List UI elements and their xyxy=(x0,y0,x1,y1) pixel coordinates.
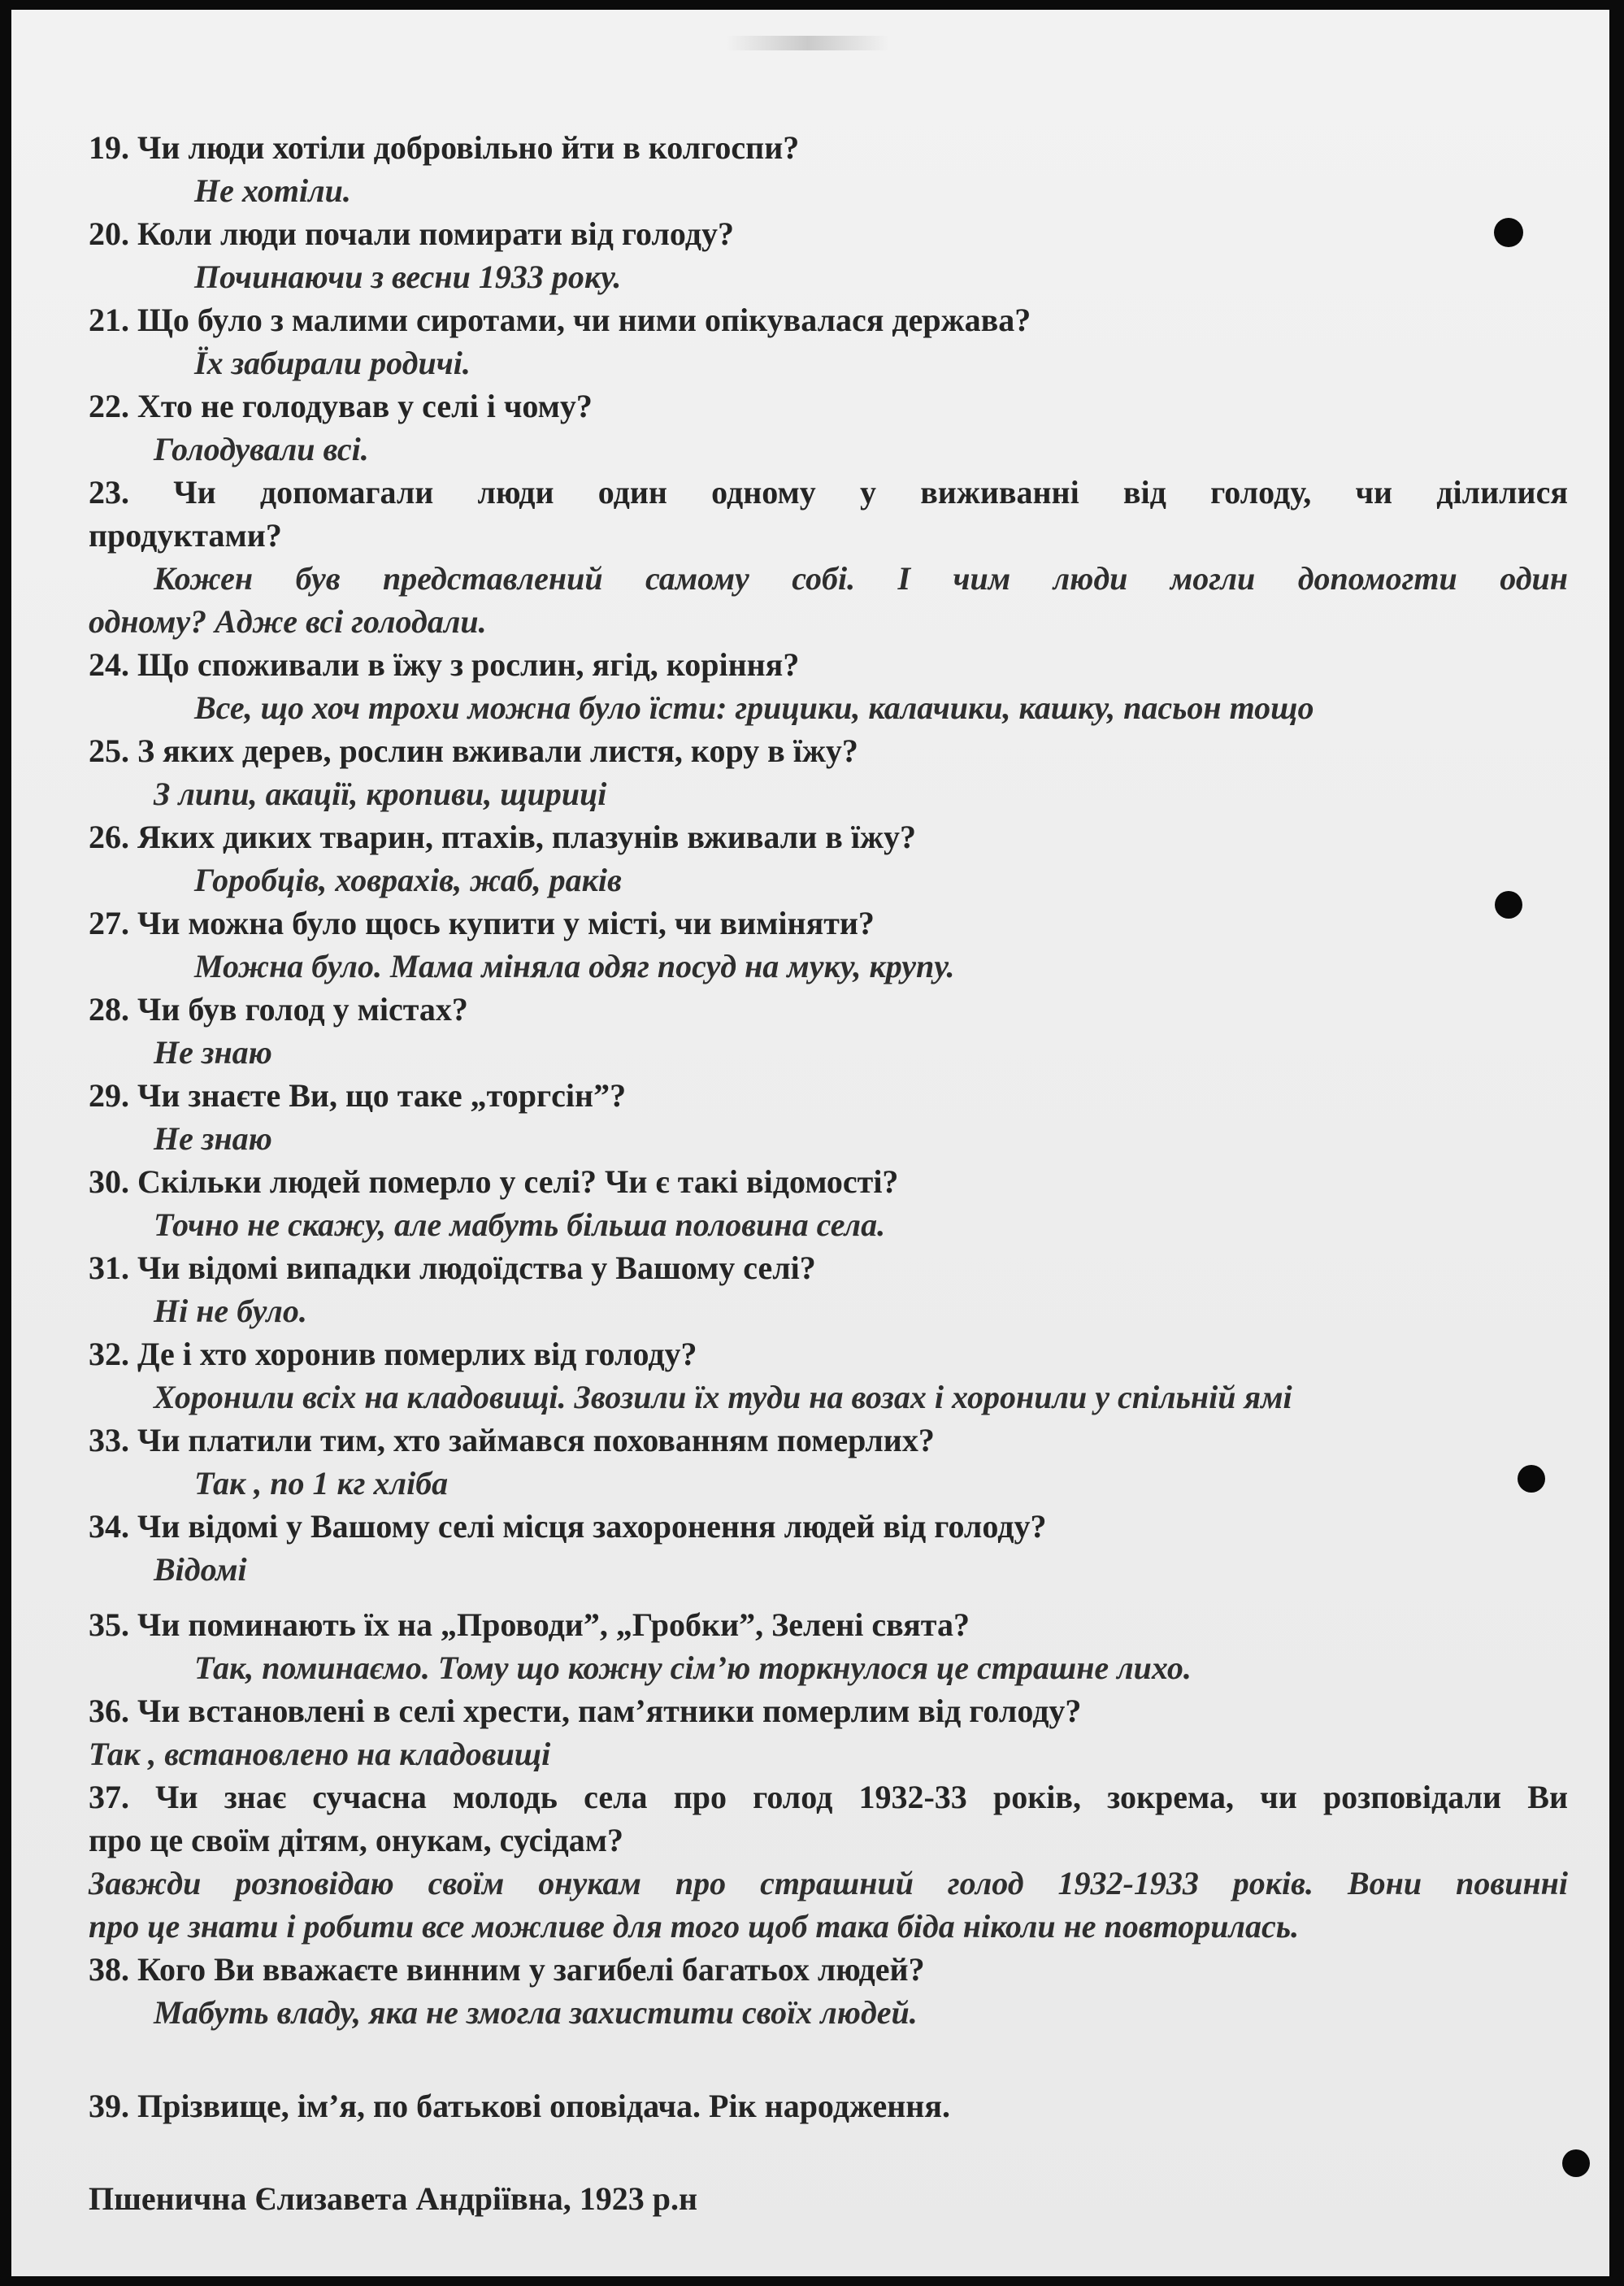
answer-28: Не знаю xyxy=(154,1034,272,1071)
question-26: 26. Яких диких тварин, птахів, плазунів вживали в їжу? xyxy=(89,819,916,855)
question-29: 29. Чи знаєте Ви, що таке „торгсін”? xyxy=(89,1077,627,1114)
question-20: 20. Коли люди почали помирати від голоду? xyxy=(89,215,734,252)
question-37-line-2: про це своїм дітям, онукам, сусідам? xyxy=(89,1822,623,1858)
question-30: 30. Скільки людей померло у селі? Чи є такі відомості? xyxy=(89,1163,899,1200)
answer-26: Горобців, ховрахів, жаб, раків xyxy=(194,862,622,898)
question-24: 24. Що споживали в їжу з рослин, ягід, коріння? xyxy=(89,646,800,683)
answer-38: Мабуть владу, яка не змогла захистити своїх людей. xyxy=(154,1994,918,2031)
answer-30: Точно не скажу, але мабуть більша половина села. xyxy=(154,1206,886,1243)
answer-19: Не хотіли. xyxy=(194,172,351,209)
punch-hole xyxy=(1562,2149,1590,2177)
question-34: 34. Чи відомі у Вашому селі місця захоронення людей від голоду? xyxy=(89,1508,1047,1545)
answer-23-line-2: одному? Адже всі голодали. xyxy=(89,603,487,640)
answer-29: Не знаю xyxy=(154,1120,272,1157)
answer-32: Хоронили всіх на кладовищі. Звозили їх туди на возах і хоронили у спільній ямі xyxy=(154,1379,1292,1415)
question-35: 35. Чи поминають їх на „Проводи”, „Гробки”, Зелені свята? xyxy=(89,1606,970,1643)
answer-35: Так, поминаємо. Тому що кожну сім’ю торкнулося це страшне лихо. xyxy=(194,1649,1192,1686)
question-28: 28. Чи був голод у містах? xyxy=(89,991,468,1028)
question-33: 33. Чи платили тим, хто займався похованням померлих? xyxy=(89,1422,935,1458)
answer-27: Можна було. Мама міняла одяг посуд на муку, крупу. xyxy=(194,948,955,984)
question-25: 25. З яких дерев, рослин вживали листя, кору в їжу? xyxy=(89,732,858,769)
narrator-info: Пшенична Єлизавета Андріївна, 1923 р.н xyxy=(89,2180,698,2217)
question-36: 36. Чи встановлені в селі хрести, пам’ятники померлим від голоду? xyxy=(89,1693,1082,1729)
answer-22: Голодували всі. xyxy=(154,431,369,467)
answer-36: Так , встановлено на кладовищі xyxy=(89,1736,551,1772)
answer-31: Ні не було. xyxy=(154,1293,307,1329)
question-23-line-1: 23. Чи допомагали люди один одному у виживанні від голоду, чи ділилися xyxy=(89,474,1568,511)
answer-37-line-1: Завжди розповідаю своїм онукам про страшний голод 1932-1933 років. Вони повинні xyxy=(89,1865,1568,1901)
document-page xyxy=(11,10,1609,2276)
answer-25: З липи, акації, кропиви, щириці xyxy=(154,776,607,812)
question-37-line-1: 37. Чи знає сучасна молодь села про голод 1932-33 років, зокрема, чи розповідали Ви xyxy=(89,1779,1568,1815)
question-21: 21. Що було з малими сиротами, чи ними опікувалася держава? xyxy=(89,302,1031,338)
question-27: 27. Чи можна було щось купити у місті, чи виміняти? xyxy=(89,905,875,941)
question-32: 32. Де і хто хоронив померлих від голоду? xyxy=(89,1336,697,1372)
answer-34: Відомі xyxy=(154,1551,247,1588)
answer-20: Починаючи з весни 1933 року. xyxy=(194,259,622,295)
answer-33: Так , по 1 кг хліба xyxy=(194,1465,449,1502)
answer-24: Все, що хоч трохи можна було їсти: грицики, калачики, кашку, пасьон тощо xyxy=(194,689,1314,726)
answer-37-line-2: про це знати і робити все можливе для того щоб така біда ніколи не повторилась. xyxy=(89,1908,1300,1945)
question-31: 31. Чи відомі випадки людоїдства у Вашому селі? xyxy=(89,1249,816,1286)
question-39: 39. Прізвище, ім’я, по батькові оповідача. Рік народження. xyxy=(89,2088,950,2124)
answer-21: Їх забирали родичі. xyxy=(194,345,471,381)
faint-stamp-mark xyxy=(727,36,889,50)
question-38: 38. Кого Ви вважаєте винним у загибелі багатьох людей? xyxy=(89,1951,925,1988)
question-19: 19. Чи люди хотіли добровільно йти в колгоспи? xyxy=(89,129,800,166)
question-22: 22. Хто не голодував у селі і чому? xyxy=(89,388,593,424)
question-23-line-2: продуктами? xyxy=(89,517,282,554)
answer-23-line-1: Кожен був представлений самому собі. І чим люди могли допомогти один xyxy=(154,560,1568,597)
